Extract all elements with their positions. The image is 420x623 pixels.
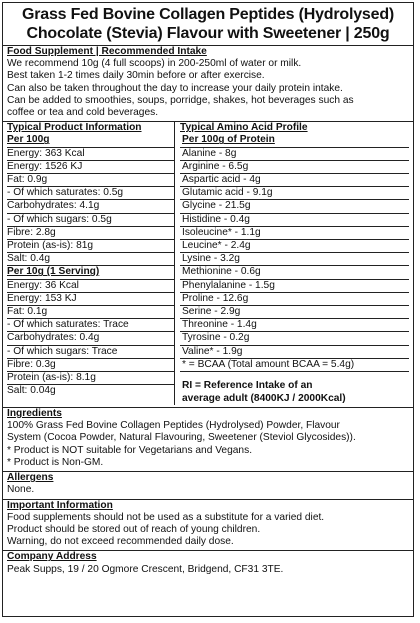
- important-line: Warning, do not exceed recommended daily dose.: [7, 536, 234, 548]
- per10-heading: Per 10g (1 Serving): [7, 266, 174, 279]
- amino-row: Proline - 12.6g: [180, 293, 409, 306]
- ingredients-heading: Ingredients: [7, 408, 62, 420]
- per100-row: Fat: 0.9g: [7, 174, 174, 187]
- important-line: Food supplements should not be used as a substitute for a varied diet.: [7, 511, 325, 523]
- per10-row: Carbohydrates: 0.4g: [7, 332, 174, 345]
- ri-line-1: RI = Reference Intake of an: [182, 380, 313, 392]
- allergens-section: [3, 472, 413, 496]
- per100-row: Carbohydrates: 4.1g: [7, 200, 174, 213]
- per100-row: Fibre: 2.8g: [7, 227, 174, 240]
- amino-row: Serine - 2.9g: [180, 306, 409, 319]
- product-info-column: [7, 122, 175, 405]
- product-title: [3, 5, 413, 43]
- amino-row: Leucine* - 2.4g: [180, 240, 409, 253]
- amino-row: Glycine - 21.5g: [180, 200, 409, 213]
- amino-row: Aspartic acid - 4g: [180, 174, 409, 187]
- per10-row: Salt: 0.04g: [7, 385, 56, 397]
- product-info-heading: Typical Product Information: [7, 122, 142, 134]
- per100-row: - Of which sugars: 0.5g: [7, 214, 174, 227]
- amino-row: Isoleucine* - 1.1g: [180, 227, 409, 240]
- nutrition-columns: [3, 122, 413, 405]
- amino-row: Arginine - 6.5g: [180, 161, 409, 174]
- per100-row: Energy: 363 Kcal: [7, 148, 174, 161]
- ingredients-line: * Product is NOT suitable for Vegetarians and Vegans.: [7, 444, 253, 456]
- title-line-2: Chocolate (Stevia) Flavour with Sweetener | 250g: [26, 25, 390, 42]
- per10-row: Fibre: 0.3g: [7, 359, 174, 372]
- per100-row: Energy: 1526 KJ: [7, 161, 174, 174]
- intake-section: [3, 46, 413, 119]
- company-section: [3, 551, 413, 575]
- bcaa-note: * = BCAA (Total amount BCAA = 5.4g): [180, 359, 409, 372]
- amino-subheading: Per 100g of Protein: [180, 134, 409, 147]
- per100-heading: Per 100g: [7, 134, 174, 147]
- amino-heading: Typical Amino Acid Profile: [180, 122, 308, 134]
- amino-row: Phenylalanine - 1.5g: [180, 280, 409, 293]
- per100-row: Salt: 0.4g: [7, 253, 174, 266]
- amino-row: Lysine - 3.2g: [180, 253, 409, 266]
- amino-row: Glutamic acid - 9.1g: [180, 187, 409, 200]
- important-heading: Important Information: [7, 499, 113, 511]
- amino-row: Alanine - 8g: [180, 148, 409, 161]
- ri-note: [180, 380, 409, 405]
- per10-row: - Of which saturates: Trace: [7, 319, 174, 332]
- amino-row: Histidine - 0.4g: [180, 214, 409, 227]
- amino-row: Methionine - 0.6g: [180, 266, 409, 279]
- nutrition-label: [2, 2, 414, 617]
- per10-row: Energy: 153 KJ: [7, 293, 174, 306]
- company-heading: Company Address: [7, 551, 97, 563]
- ingredients-line: 100% Grass Fed Bovine Collagen Peptides (Hydrolysed) Powder, Flavour: [7, 420, 340, 432]
- intake-line: Best taken 1-2 times daily 30min before or after exercise.: [7, 70, 265, 82]
- per10-row: - Of which sugars: Trace: [7, 346, 174, 359]
- intake-line: Can be added to smoothies, soups, porridge, shakes, hot beverages such as: [7, 94, 354, 106]
- intake-line: Can also be taken throughout the day to increase your daily protein intake.: [7, 82, 343, 94]
- per100-row: - Of which saturates: 0.5g: [7, 187, 174, 200]
- amino-row: Valine* - 1.9g: [180, 346, 409, 359]
- per10-row: Fat: 0.1g: [7, 306, 174, 319]
- amino-row: Threonine - 1.4g: [180, 319, 409, 332]
- intake-line: We recommend 10g (4 full scoops) in 200-250ml of water or milk.: [7, 58, 302, 70]
- amino-row: Tyrosine - 0.2g: [180, 332, 409, 345]
- per100-row: Protein (as-is): 81g: [7, 240, 174, 253]
- intake-line: coffee or tea and cold beverages.: [7, 107, 159, 119]
- per10-row: Protein (as-is): 8.1g: [7, 372, 174, 385]
- title-line-1: Grass Fed Bovine Collagen Peptides (Hydrolysed): [21, 6, 395, 23]
- ingredients-line: * Product is Non-GM.: [7, 456, 104, 468]
- amino-column: [175, 122, 409, 405]
- per10-row: Energy: 36 Kcal: [7, 280, 174, 293]
- company-address: Peak Supps, 19 / 20 Ogmore Crescent, Bridgend, CF31 3TE.: [7, 563, 284, 575]
- intake-heading: Food Supplement | Recommended Intake: [7, 46, 207, 57]
- ri-line-2: average adult (8400KJ / 2000Kcal): [182, 392, 346, 404]
- ingredients-section: [3, 408, 413, 469]
- allergens-heading: Allergens: [7, 472, 54, 484]
- important-section: [3, 500, 413, 549]
- ingredients-line: System (Cocoa Powder, Natural Flavouring, Sweetener (Steviol Glycosides)).: [7, 432, 356, 444]
- allergens-text: None.: [7, 484, 35, 496]
- important-line: Product should be stored out of reach of young children.: [7, 523, 261, 535]
